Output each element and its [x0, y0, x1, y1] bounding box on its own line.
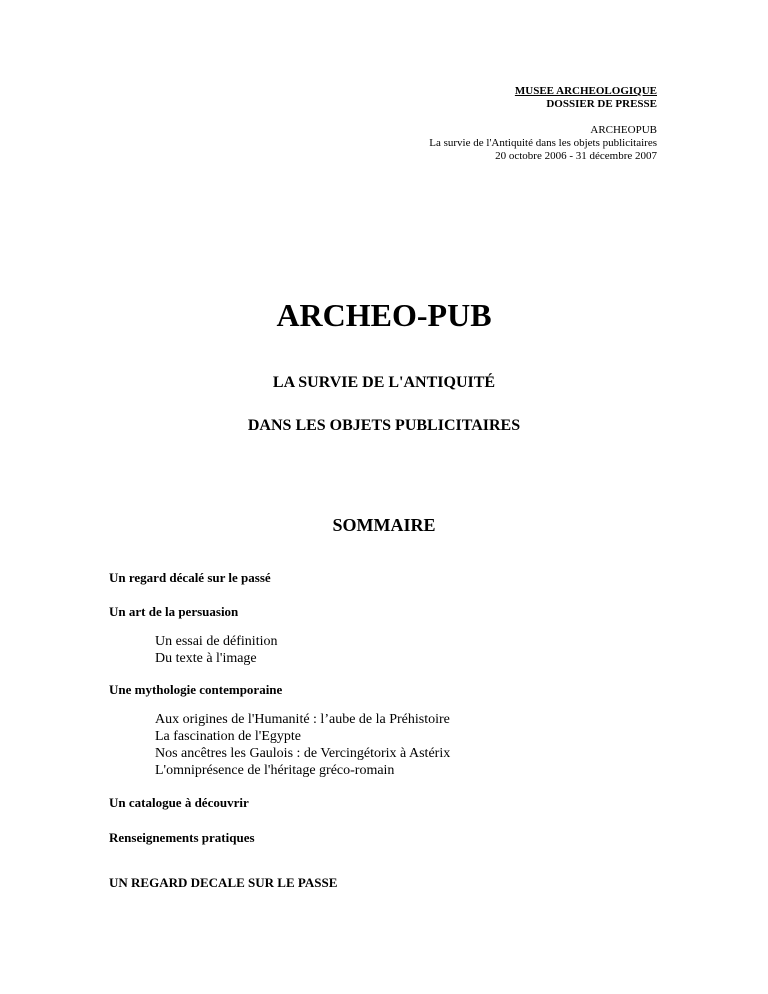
- toc-item: Renseignements pratiques: [109, 830, 255, 845]
- toc-item: Un art de la persuasion: [109, 604, 239, 619]
- section-heading: UN REGARD DECALE SUR LE PASSE: [109, 875, 338, 890]
- toc-item: Un regard décalé sur le passé: [109, 570, 271, 585]
- exhibition-code: ARCHEOPUB: [590, 124, 657, 136]
- subtitle-line-2: DANS LES OBJETS PUBLICITAIRES: [247, 417, 521, 434]
- summary-heading: SOMMAIRE: [332, 515, 436, 535]
- toc-subitem: Nos ancêtres les Gaulois : de Vercingétorix à Astérix: [155, 746, 451, 761]
- toc-subitem: L'omniprésence de l'héritage gréco-romain: [155, 763, 395, 778]
- toc-subitem: La fascination de l'Egypte: [155, 729, 301, 744]
- page-title: ARCHEO-PUB: [276, 297, 492, 333]
- press-dossier-label: DOSSIER DE PRESSE: [546, 98, 657, 110]
- toc-item: Un catalogue à découvrir: [109, 795, 249, 810]
- museum-name: MUSEE ARCHEOLOGIQUE: [514, 85, 657, 97]
- exhibition-subtitle: La survie de l'Antiquité dans les objets publicitaires: [429, 137, 657, 149]
- toc-subitem: Du texte à l'image: [155, 651, 257, 666]
- toc-item: Une mythologie contemporaine: [109, 682, 283, 697]
- subtitle-line-1: LA SURVIE DE L'ANTIQUITÉ: [272, 374, 496, 391]
- toc-subitem: Un essai de définition: [155, 634, 278, 649]
- exhibition-dates: 20 octobre 2006 - 31 décembre 2007: [495, 150, 657, 162]
- toc-subitem: Aux origines de l'Humanité : l’aube de la Préhistoire: [155, 712, 450, 727]
